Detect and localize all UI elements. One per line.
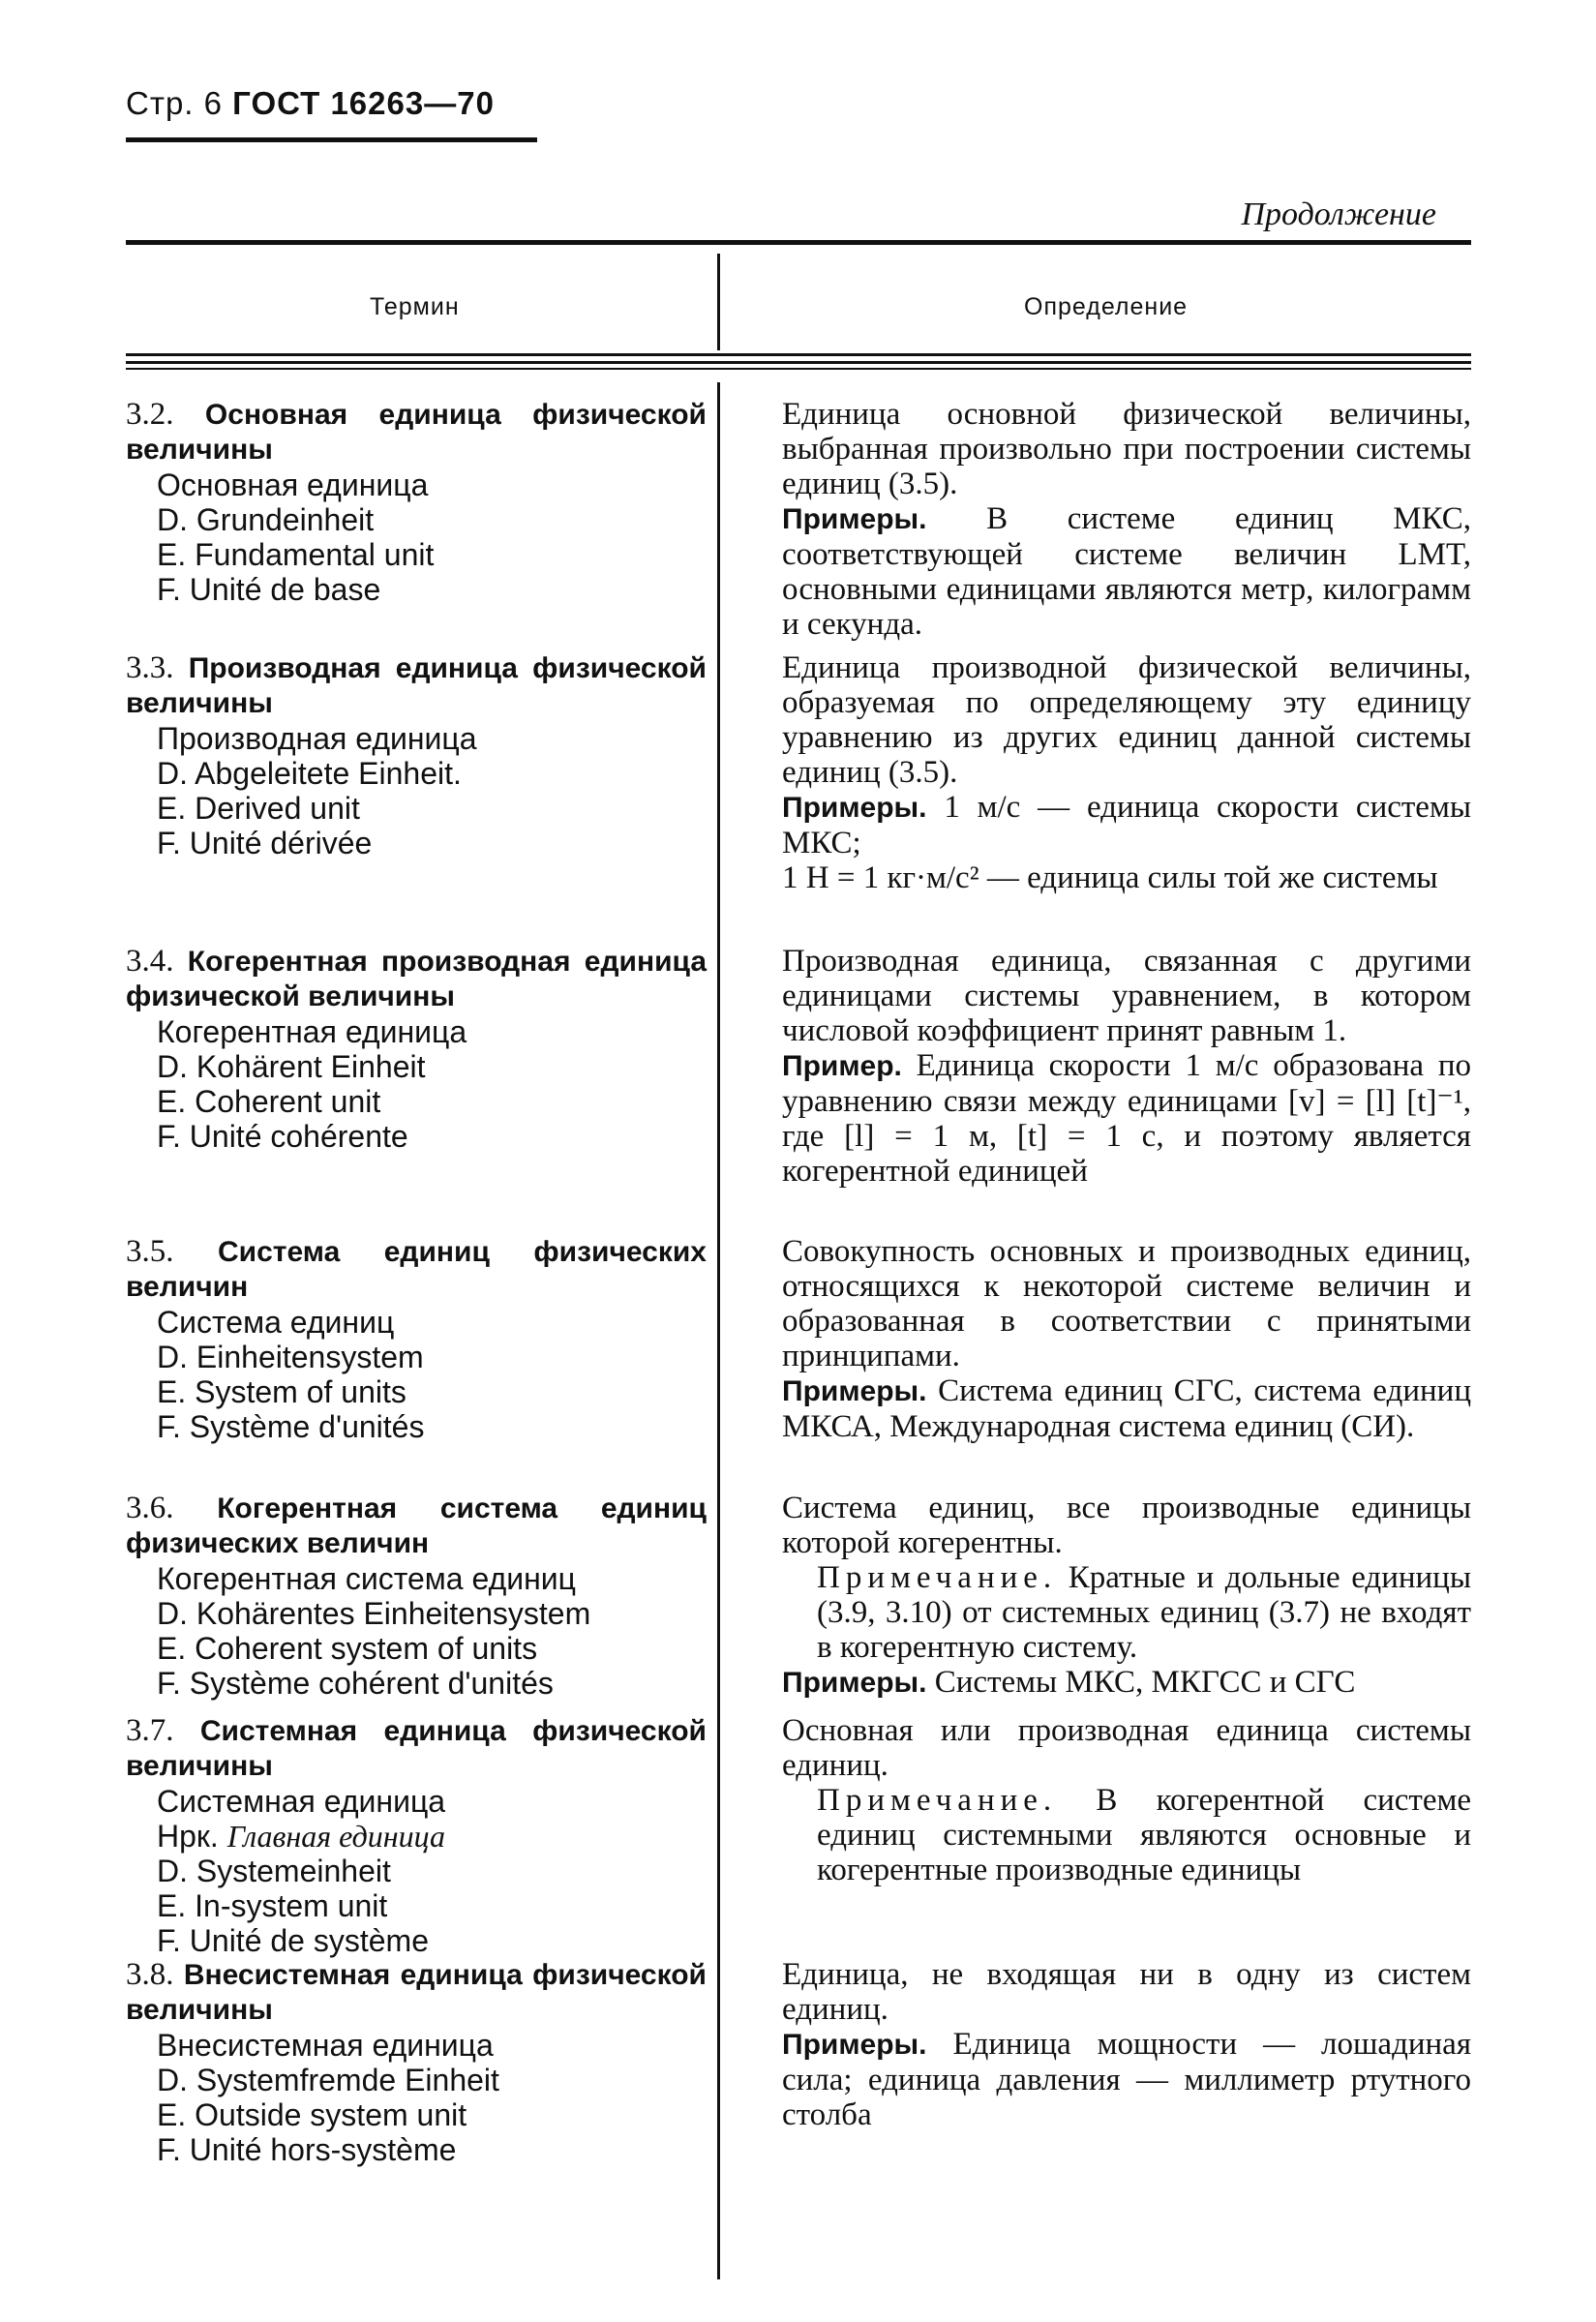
definition-text: Единица основной физической величины, выбранная произвольно при построении системы единиц (3.5).: [782, 397, 1471, 501]
term-title: 3.7. Системная единица физической величины: [126, 1713, 707, 1782]
definition-3-6: [782, 1491, 1471, 1701]
example-label: Примеры.: [782, 2029, 927, 2061]
column-header-definition: Определение: [1024, 293, 1189, 320]
example-label: Примеры.: [782, 1375, 927, 1407]
note-text: В когерентной системе единиц системными являются основные и когерентные производные единицы: [817, 1783, 1471, 1887]
term-entry-3-7: [126, 1713, 707, 1958]
definition-text: Производная единица, связанная с другими единицами системы уравнением, в котором числовой коэффициент принят равным 1.: [782, 944, 1471, 1048]
header-rule-2: [126, 361, 1471, 364]
term-title: 3.4. Когерентная производная единица физической величины: [126, 944, 707, 1012]
term-english: E. Outside system unit: [157, 2097, 467, 2132]
page-header: [126, 85, 495, 122]
term-french: F. Système cohérent d'unités: [157, 1666, 554, 1701]
definition-3-8: [782, 1957, 1471, 2132]
header-rule-3: [126, 368, 1471, 370]
term-german: D. Einheitensystem: [157, 1340, 424, 1374]
term-entry-3-8: [126, 1957, 707, 2167]
term-title: 3.2. Основная единица физической величины: [126, 397, 708, 466]
term-english: E. Derived unit: [157, 791, 360, 826]
term-short: Системная единица: [157, 1784, 446, 1819]
term-short: Производная единица: [157, 721, 477, 756]
definition-text: Единица, не входящая ни в одну из систем единиц.: [782, 1957, 1471, 2027]
page-number: Стр. 6: [126, 85, 223, 121]
term-title: 3.8. Внесистемная единица физической величины: [126, 1957, 707, 2026]
term-entry-3-4: [126, 944, 707, 1154]
column-divider: [717, 382, 720, 2279]
term-title: 3.3. Производная единица физической величины: [126, 650, 707, 719]
term-title: 3.6. Когерентная система единиц физических величин: [126, 1491, 707, 1559]
term-english: E. In-system unit: [157, 1888, 388, 1923]
note-label: Примечание.: [817, 1560, 1058, 1595]
term-short: Когерентная система единиц: [157, 1561, 576, 1596]
term-deprecated: Нрк. Главная единица: [157, 1819, 446, 1854]
column-divider-header: [717, 254, 720, 350]
definition-text: Единица производной физической величины, образуемая по определяющему эту единицу уравнению из других единиц данной системы единиц (3.5).: [782, 650, 1471, 790]
definition-3-7: [782, 1713, 1471, 1887]
term-entry-3-2: [126, 397, 707, 607]
term-german: D. Kohärent Einheit: [157, 1049, 426, 1084]
example-text: Единица мощности — лошадиная сила; единица давления — миллиметр ртутного столба: [782, 2027, 1472, 2132]
example-text: Системы МКС, МКГСС и СГС: [934, 1665, 1356, 1700]
term-short: Система единиц: [157, 1305, 395, 1340]
term-short: Основная единица: [157, 467, 429, 502]
note-label: Примечание.: [817, 1783, 1058, 1818]
term-french: F. Unité de base: [157, 572, 381, 607]
term-entry-3-3: [126, 650, 707, 860]
example-label: Примеры.: [782, 792, 927, 824]
term-german: D. Abgeleitete Einheit.: [157, 756, 462, 791]
term-entry-3-6: [126, 1491, 707, 1701]
table-top-rule: [126, 240, 1471, 245]
term-entry-3-5: [126, 1234, 707, 1444]
example-text: Единица скорости 1 м/с образована по уравнению связи между единицами [v] = [l] [t]⁻¹, где [l] = 1 м, [t] = 1 с, и поэтому является когерентной единицей: [782, 1048, 1471, 1189]
term-french: F. Unité de système: [157, 1923, 429, 1958]
term-english: E. Coherent unit: [157, 1084, 381, 1119]
example-extra: 1 Н = 1 кг·м/с² — единица силы той же системы: [782, 860, 1438, 895]
term-english: E. System of units: [157, 1374, 407, 1409]
term-short: Внесистемная единица: [157, 2028, 494, 2063]
example-text: Система единиц СГС, система единиц МКСА, Международная система единиц (СИ).: [782, 1373, 1471, 1444]
definition-3-5: [782, 1234, 1471, 1444]
term-french: F. Système d'unités: [157, 1409, 425, 1444]
term-french: F. Unité hors-système: [157, 2132, 457, 2167]
definition-text: Совокупность основных и производных единиц, относящихся к некоторой системе величин и образованная в соответствии с принятыми принципами.: [782, 1234, 1471, 1373]
term-short: Когерентная единица: [157, 1014, 467, 1049]
term-french: F. Unité dérivée: [157, 826, 373, 860]
term-german: D. Grundeinheit: [157, 502, 375, 537]
header-rule-1: [126, 353, 1471, 356]
example-label: Примеры.: [782, 1667, 927, 1699]
definition-3-4: [782, 944, 1471, 1189]
example-text: 1 м/с — единица скорости системы МКС;: [782, 790, 1471, 860]
definition-3-2: [782, 397, 1471, 642]
term-german: D. Systemeinheit: [157, 1854, 391, 1888]
note-text: Кратные и дольные единицы (3.9, 3.10) от системных единиц (3.7) не входят в когерентную систему.: [817, 1560, 1472, 1665]
term-french: F. Unité cohérente: [157, 1119, 408, 1154]
term-german: D. Systemfremde Einheit: [157, 2063, 499, 2097]
continued-label: Продолжение: [1241, 196, 1436, 232]
example-text: В системе единиц МКС, соответствующей системе величин LMT, основными единицами являются метр, килограмм и секунда.: [782, 501, 1471, 642]
definition-3-3: [782, 650, 1471, 895]
example-label: Пример.: [782, 1050, 902, 1082]
term-english: E. Fundamental unit: [157, 537, 435, 572]
term-english: E. Coherent system of units: [157, 1631, 538, 1666]
column-header-term: Термин: [370, 293, 460, 320]
example-label: Примеры.: [782, 503, 927, 535]
header-rule: [126, 137, 537, 142]
definition-text: Основная или производная единица системы единиц.: [782, 1713, 1471, 1783]
term-german: D. Kohärentes Einheitensystem: [157, 1596, 591, 1631]
definition-text: Система единиц, все производные единицы которой когерентны.: [782, 1491, 1471, 1560]
term-title: 3.5. Система единиц физических величин: [126, 1234, 707, 1303]
standard-code: ГОСТ 16263—70: [232, 85, 495, 121]
